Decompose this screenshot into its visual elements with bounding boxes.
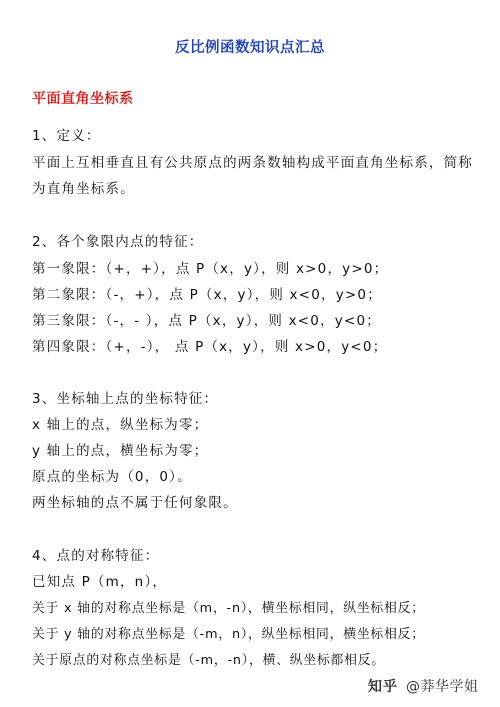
symmetry-heading: 4、点的对称特征： bbox=[32, 548, 160, 564]
axis-points-heading: 3、坐标轴上点的坐标特征： bbox=[32, 391, 219, 407]
symmetry-line-3: 关于原点的对称点坐标是（-m，-n），横、纵坐标都相反。 bbox=[32, 653, 385, 668]
definition-heading: 1、定义： bbox=[32, 128, 101, 144]
definition-body-line-2: 为直角坐标系。 bbox=[32, 181, 135, 197]
watermark bbox=[368, 676, 479, 696]
document-title: 反比例函数知识点汇总 bbox=[175, 40, 325, 56]
symmetry-line-2: 关于 y 轴的对称点坐标是（-m，n），纵坐标相同，横坐标相反； bbox=[32, 627, 425, 642]
quadrant-2-line: 第二象限：（-，+），点 P（x，y），则 x<0，y>0； bbox=[32, 287, 382, 303]
symmetry-given: 已知点 P（m，n）， bbox=[32, 574, 168, 590]
quadrant-4-line: 第四象限：（+，-）， 点 P（x，y），则 x>0，y<0； bbox=[32, 339, 388, 355]
quadrants-heading: 2、各个象限内点的特征： bbox=[32, 234, 204, 250]
section-heading: 平面直角坐标系 bbox=[32, 91, 134, 107]
quadrant-1-line: 第一象限：（+，+），点 P（x，y），则 x>0，y>0； bbox=[32, 261, 389, 277]
definition-body-line-1: 平面上互相垂直且有公共原点的两条数轴构成平面直角坐标系，简称 bbox=[32, 155, 473, 171]
zhihu-logo: 知乎 bbox=[368, 679, 398, 695]
quadrant-3-line: 第三象限：（-，- ），点 P（x，y），则 x<0，y<0； bbox=[32, 313, 381, 329]
watermark-author: @莽华学姐 bbox=[406, 679, 479, 695]
symmetry-line-1: 关于 x 轴的对称点坐标是（m，-n），横坐标相同，纵坐标相反； bbox=[32, 601, 425, 616]
axis-points-line-1: x 轴上的点，纵坐标为零； bbox=[32, 417, 209, 433]
axis-points-line-2: y 轴上的点，横坐标为零； bbox=[32, 443, 209, 459]
axis-points-line-3: 原点的坐标为（0，0）。 bbox=[32, 469, 192, 485]
axis-points-line-4: 两坐标轴的点不属于任何象限。 bbox=[32, 495, 238, 511]
